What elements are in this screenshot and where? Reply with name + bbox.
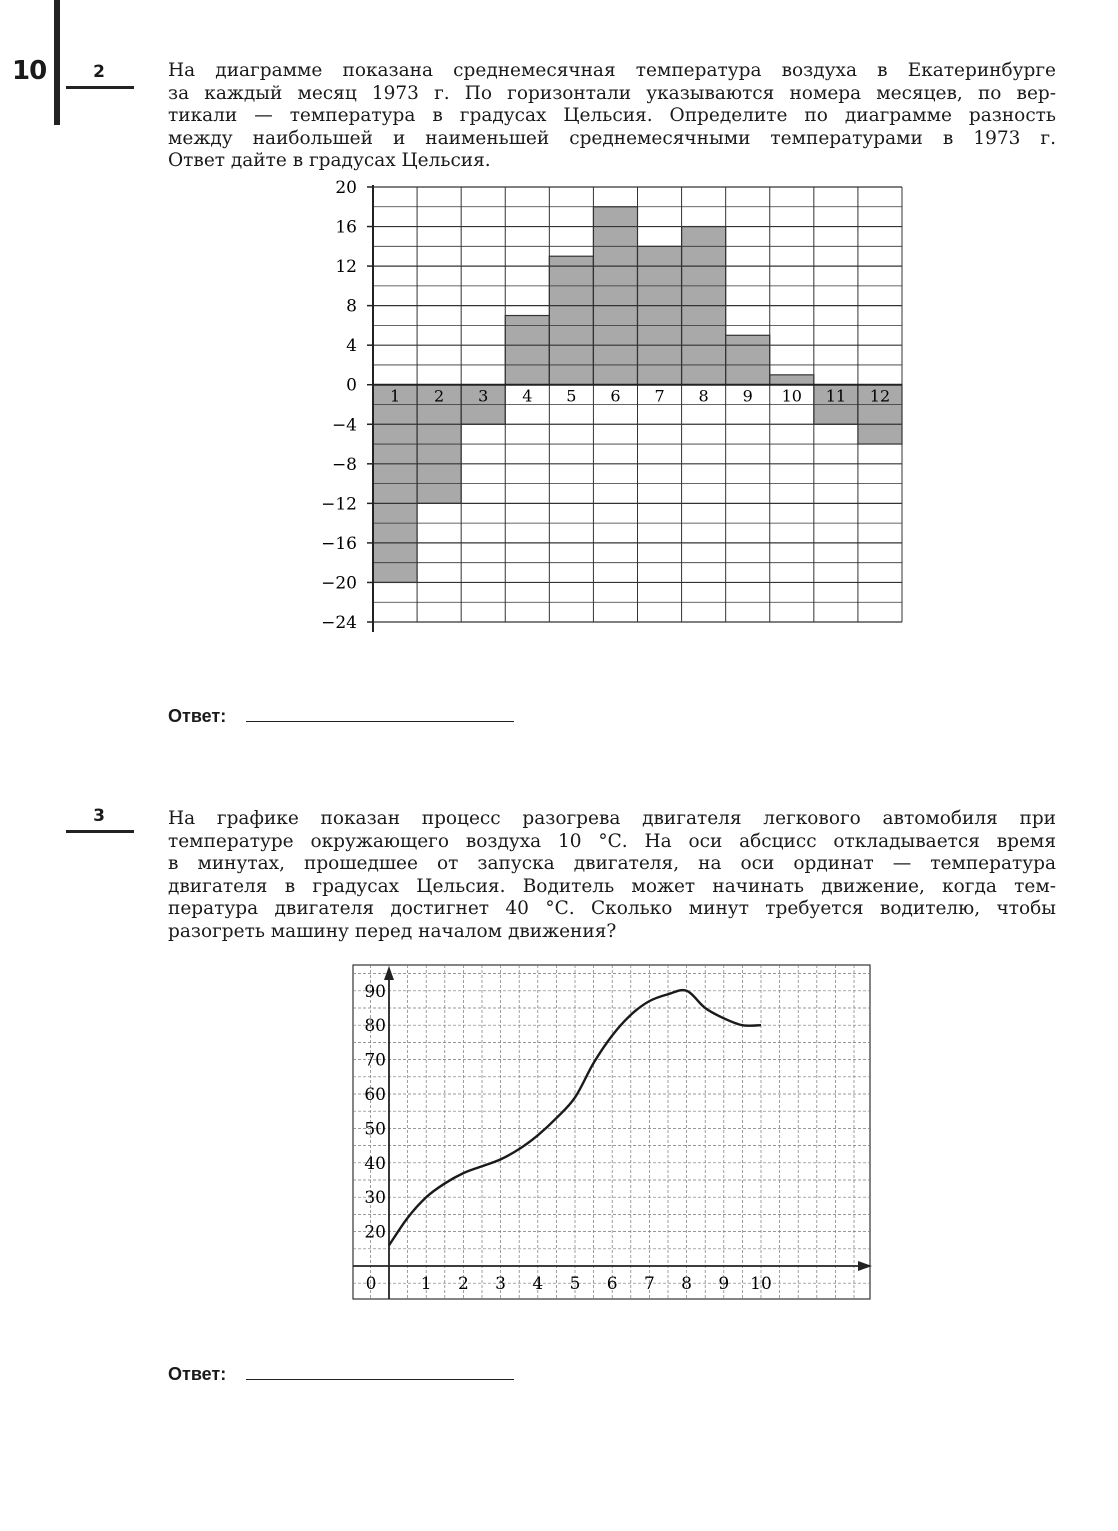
bar	[549, 256, 593, 385]
task-3-line: в минутах, прошедшее от запуска двигателя, на оси ординат — температура	[168, 853, 1056, 874]
x-tick-label: 1	[420, 1274, 432, 1294]
y-tick-label: 20	[364, 1222, 386, 1243]
y-tick-label: −24	[321, 613, 357, 633]
x-tick-label: 4	[522, 386, 533, 406]
page-number: 10	[12, 56, 47, 86]
x-tick-label: 6	[610, 386, 621, 406]
y-tick-label: 30	[364, 1188, 386, 1209]
x-tick-label: 1	[389, 386, 401, 406]
y-tick-label: −8	[331, 454, 357, 475]
task-3-number: 3	[93, 806, 105, 826]
task-3-answer-label: Ответ:	[168, 1364, 227, 1384]
y-tick-label: −12	[321, 494, 357, 515]
x-tick-label: 9	[718, 1274, 730, 1294]
y-tick-label: 80	[364, 1016, 386, 1037]
task-3-line: разогреть машину перед началом движения?	[168, 920, 617, 942]
x-tick-label: 0	[365, 1274, 377, 1294]
task-3-line: На графике показан процесс разогрева двигателя легкового автомобиля при	[168, 808, 1056, 829]
bar	[638, 246, 682, 384]
y-tick-label: 40	[364, 1153, 386, 1174]
y-tick-label: 20	[335, 178, 357, 198]
task-3-line: пература двигателя достигнет 40 °С. Сколько минут требуется водителю, чтобы	[168, 898, 1056, 919]
x-tick-label: 2	[457, 1274, 469, 1294]
x-tick-label: 9	[742, 386, 753, 406]
y-tick-label: 0	[346, 375, 357, 396]
task-2-line: На диаграмме показана среднемесячная температура воздуха в Екатеринбурге	[168, 60, 1056, 81]
task-3-answer-field[interactable]	[246, 1379, 514, 1380]
bar	[593, 207, 637, 385]
y-tick-label: 50	[364, 1119, 386, 1140]
line-chart	[353, 965, 872, 1299]
x-tick-label: 10	[781, 386, 802, 406]
bar	[505, 316, 549, 385]
task-3-rule	[66, 830, 134, 833]
x-tick-label: 4	[532, 1274, 544, 1294]
task-2-line: тикали — температура в градусах Цельсия. Определите по диаграмме разность	[168, 105, 1056, 126]
y-tick-label: 8	[346, 296, 357, 317]
y-tick-label: −16	[321, 533, 357, 554]
task-2-line: Ответ дайте в градусах Цельсия.	[168, 150, 491, 171]
bar	[726, 335, 770, 384]
y-tick-label: 70	[364, 1050, 386, 1071]
y-tick-label: 12	[335, 257, 357, 278]
y-tick-label: −20	[321, 573, 357, 594]
y-tick-label: 90	[364, 981, 386, 1002]
task-3-line: температуре окружающего воздуха 10 °С. На оси абсцисс откладывается время	[168, 830, 1056, 852]
y-tick-label: 16	[335, 217, 357, 238]
x-tick-label: 2	[434, 386, 445, 406]
task-2-answer-field[interactable]	[246, 721, 514, 722]
x-tick-label: 8	[681, 1274, 693, 1294]
bar-chart	[321, 178, 902, 633]
x-tick-label: 7	[643, 1274, 655, 1294]
task-3-text	[168, 808, 1056, 943]
y-tick-label: 60	[364, 1085, 386, 1105]
y-tick-label: −4	[331, 415, 357, 436]
task-3-line: двигателя в градусах Цельсия. Водитель может начинать движение, когда тем-	[168, 875, 1056, 897]
x-tick-label: 12	[869, 386, 891, 406]
x-tick-label: 8	[698, 386, 709, 406]
task-2-line: за каждый месяц 1973 г. По горизонтали указываются номера месяцев, по вер-	[168, 82, 1056, 104]
x-tick-label: 3	[478, 386, 489, 406]
x-tick-label: 7	[654, 386, 665, 406]
x-tick-label: 10	[750, 1274, 772, 1294]
x-tick-label: 5	[569, 1274, 581, 1294]
y-axis-arrow	[384, 966, 394, 980]
x-tick-label: 6	[606, 1274, 618, 1294]
x-tick-label: 11	[825, 386, 847, 406]
task-2-line: между наибольшей и наименьшей среднемесячными температурами в 1973 г.	[168, 127, 1056, 149]
y-tick-label: 4	[346, 336, 357, 357]
task-2-number: 2	[93, 62, 105, 82]
task-2-answer-label: Ответ:	[168, 706, 227, 726]
x-tick-label: 3	[495, 1274, 507, 1294]
bar	[770, 375, 814, 385]
x-tick-label: 5	[566, 386, 577, 406]
